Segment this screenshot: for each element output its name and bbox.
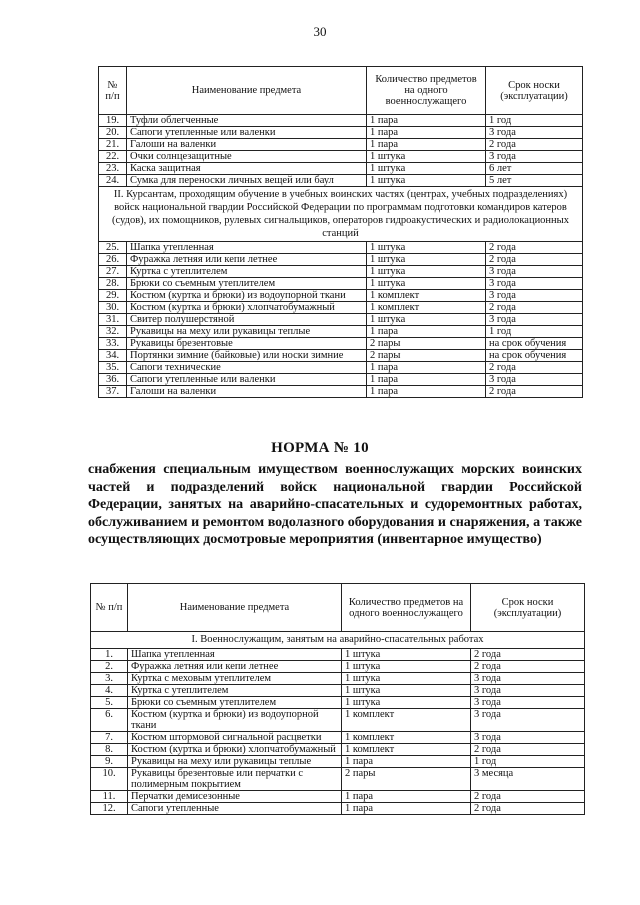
row-number: 11.: [91, 791, 128, 803]
header-number: № п/п: [99, 67, 127, 115]
row-quantity: 2 пары: [367, 338, 486, 350]
row-wear-period: 2 года: [471, 744, 585, 756]
row-wear-period: 3 года: [486, 374, 583, 386]
row-item-name: Галоши на валенки: [127, 139, 367, 151]
row-quantity: 1 комплект: [342, 732, 471, 744]
table-row: [91, 685, 585, 697]
row-quantity: 1 пара: [367, 326, 486, 338]
page-number: 30: [313, 24, 327, 39]
row-wear-period: 2 года: [486, 139, 583, 151]
row-quantity: 1 пара: [367, 386, 486, 398]
row-number: 8.: [91, 744, 128, 756]
table-row: [91, 709, 585, 732]
header-item-name: Наименование предмета: [128, 584, 342, 632]
row-number: 22.: [99, 151, 127, 163]
table-row: [91, 732, 585, 744]
header-wear-period: Срок носки (эксплуатации): [471, 584, 585, 632]
table-row: [99, 326, 583, 338]
row-item-name: Рукавицы брезентовые или перчатки с полимерным покрытием: [128, 768, 342, 791]
row-wear-period: 3 года: [486, 278, 583, 290]
row-item-name: Шапка утепленная: [127, 242, 367, 254]
row-quantity: 1 комплект: [342, 744, 471, 756]
row-quantity: 1 штука: [342, 673, 471, 685]
row-wear-period: на срок обучения: [486, 338, 583, 350]
row-number: 35.: [99, 362, 127, 374]
header-wear-period: Срок носки (эксплуатации): [486, 67, 583, 115]
row-item-name: Каска защитная: [127, 163, 367, 175]
row-quantity: 1 пара: [367, 127, 486, 139]
row-number: 19.: [99, 115, 127, 127]
row-quantity: 2 пары: [367, 350, 486, 362]
table-row: [91, 673, 585, 685]
row-number: 27.: [99, 266, 127, 278]
row-item-name: Свитер полушерстяной: [127, 314, 367, 326]
row-quantity: 1 пара: [342, 791, 471, 803]
row-item-name: Фуражка летняя или кепи летнее: [127, 254, 367, 266]
row-quantity: 1 штука: [342, 697, 471, 709]
row-item-name: Костюм (куртка и брюки) из водоупорной ткани: [127, 290, 367, 302]
row-item-name: Сапоги утепленные: [128, 803, 342, 815]
row-number: 21.: [99, 139, 127, 151]
norm-heading: НОРМА № 10: [271, 440, 369, 456]
table-row: [99, 290, 583, 302]
table-row: [99, 254, 583, 266]
row-item-name: Сапоги утепленные или валенки: [127, 127, 367, 139]
row-wear-period: 3 года: [486, 151, 583, 163]
header-number: № п/п: [91, 584, 128, 632]
table-row: [91, 803, 585, 815]
row-quantity: 1 комплект: [367, 302, 486, 314]
row-number: 32.: [99, 326, 127, 338]
row-item-name: Рукавицы на меху или рукавицы теплые: [127, 326, 367, 338]
row-item-name: Сапоги технические: [127, 362, 367, 374]
table-row: [99, 374, 583, 386]
row-number: 37.: [99, 386, 127, 398]
row-quantity: 1 пара: [342, 756, 471, 768]
row-quantity: 1 штука: [367, 151, 486, 163]
table-row: [91, 744, 585, 756]
norm-table-top: [98, 66, 583, 398]
row-wear-period: 3 года: [486, 266, 583, 278]
row-wear-period: 2 года: [486, 254, 583, 266]
row-quantity: 1 пара: [367, 362, 486, 374]
row-wear-period: 3 года: [471, 673, 585, 685]
row-wear-period: 2 года: [486, 242, 583, 254]
row-quantity: 1 штука: [342, 685, 471, 697]
header-item-name: Наименование предмета: [127, 67, 367, 115]
table-row: [99, 127, 583, 139]
row-wear-period: 6 лет: [486, 163, 583, 175]
row-number: 5.: [91, 697, 128, 709]
row-number: 28.: [99, 278, 127, 290]
norm-subtitle: снабжения специальным имуществом военнослужащих морских воинских частей и подразделений войск национальной гвардии Российской Федерации, занятых на аварийно-спасательных и судоремонтных работах, обслуживанием и ремонтом водолазного оборудования и снаряжения, а также осуществляющих досмотровые мероприятия (инвентарное имущество): [88, 462, 582, 547]
row-number: 33.: [99, 338, 127, 350]
table-row: [91, 649, 585, 661]
row-wear-period: 2 года: [471, 803, 585, 815]
row-number: 25.: [99, 242, 127, 254]
row-number: 34.: [99, 350, 127, 362]
header-quantity: Количество предметов на одного военнослужащего: [367, 67, 486, 115]
row-number: 29.: [99, 290, 127, 302]
table-row: [99, 266, 583, 278]
row-item-name: Сапоги утепленные или валенки: [127, 374, 367, 386]
row-wear-period: 3 года: [471, 697, 585, 709]
row-wear-period: 1 год: [471, 756, 585, 768]
row-item-name: Куртка с утеплителем: [127, 266, 367, 278]
row-number: 26.: [99, 254, 127, 266]
row-item-name: Костюм (куртка и брюки) из водоупорной ткани: [128, 709, 342, 732]
row-wear-period: 3 года: [471, 709, 585, 732]
row-quantity: 1 пара: [342, 803, 471, 815]
row-item-name: Костюм (куртка и брюки) хлопчатобумажный: [128, 744, 342, 756]
row-number: 20.: [99, 127, 127, 139]
row-quantity: 1 комплект: [342, 709, 471, 732]
table-row: [99, 242, 583, 254]
row-wear-period: 3 года: [486, 290, 583, 302]
row-number: 3.: [91, 673, 128, 685]
row-item-name: Перчатки демисезонные: [128, 791, 342, 803]
row-number: 4.: [91, 685, 128, 697]
row-quantity: 1 комплект: [367, 290, 486, 302]
table-row: [99, 314, 583, 326]
table-row: [99, 175, 583, 187]
row-wear-period: 1 год: [486, 115, 583, 127]
row-item-name: Куртка с утеплителем: [128, 685, 342, 697]
row-number: 12.: [91, 803, 128, 815]
row-wear-period: 2 года: [471, 791, 585, 803]
table-row: [91, 661, 585, 673]
table-row: [99, 386, 583, 398]
table-row: [99, 278, 583, 290]
table-row: [99, 338, 583, 350]
row-item-name: Очки солнцезащитные: [127, 151, 367, 163]
row-item-name: Костюм (куртка и брюки) хлопчатобумажный: [127, 302, 367, 314]
table-row: [91, 697, 585, 709]
table-row: [91, 756, 585, 768]
row-item-name: Куртка с меховым утеплителем: [128, 673, 342, 685]
row-quantity: 1 штука: [367, 163, 486, 175]
row-number: 7.: [91, 732, 128, 744]
table-row: [99, 115, 583, 127]
row-number: 36.: [99, 374, 127, 386]
table-row: [99, 302, 583, 314]
row-quantity: 1 пара: [367, 115, 486, 127]
row-wear-period: на срок обучения: [486, 350, 583, 362]
row-wear-period: 2 года: [486, 362, 583, 374]
row-wear-period: 2 года: [471, 661, 585, 673]
table-row: [99, 151, 583, 163]
row-quantity: 1 штука: [342, 649, 471, 661]
row-quantity: 2 пары: [342, 768, 471, 791]
row-number: 2.: [91, 661, 128, 673]
row-quantity: 1 пара: [367, 139, 486, 151]
row-wear-period: 5 лет: [486, 175, 583, 187]
row-wear-period: 2 года: [486, 386, 583, 398]
row-item-name: Шапка утепленная: [128, 649, 342, 661]
table-row: [91, 768, 585, 791]
row-quantity: 1 штука: [342, 661, 471, 673]
table-row: [99, 350, 583, 362]
row-item-name: Рукавицы брезентовые: [127, 338, 367, 350]
row-item-name: Фуражка летняя или кепи летнее: [128, 661, 342, 673]
table-row: [91, 791, 585, 803]
row-wear-period: 3 года: [486, 314, 583, 326]
row-quantity: 1 штука: [367, 175, 486, 187]
row-quantity: 1 штука: [367, 254, 486, 266]
row-wear-period: 3 года: [471, 685, 585, 697]
row-quantity: 1 штука: [367, 278, 486, 290]
row-wear-period: 3 года: [471, 732, 585, 744]
row-wear-period: 2 года: [471, 649, 585, 661]
row-item-name: Туфли облегченные: [127, 115, 367, 127]
row-wear-period: 3 месяца: [471, 768, 585, 791]
row-wear-period: 2 года: [486, 302, 583, 314]
row-quantity: 1 штука: [367, 242, 486, 254]
row-quantity: 1 пара: [367, 374, 486, 386]
row-number: 9.: [91, 756, 128, 768]
row-item-name: Рукавицы на меху или рукавицы теплые: [128, 756, 342, 768]
row-item-name: Галоши на валенки: [127, 386, 367, 398]
table-row: [99, 163, 583, 175]
table-row: [99, 139, 583, 151]
norm-table-bottom: [90, 583, 585, 815]
row-wear-period: 1 год: [486, 326, 583, 338]
row-number: 30.: [99, 302, 127, 314]
row-number: 1.: [91, 649, 128, 661]
row-quantity: 1 штука: [367, 266, 486, 278]
table-row: [99, 362, 583, 374]
row-wear-period: 3 года: [486, 127, 583, 139]
row-number: 24.: [99, 175, 127, 187]
header-quantity: Количество предметов на одного военнослужащего: [342, 584, 471, 632]
section-rescue-workers: I. Военнослужащим, занятым на аварийно-спасательных работах: [91, 632, 585, 649]
row-number: 10.: [91, 768, 128, 791]
row-number: 31.: [99, 314, 127, 326]
row-number: 6.: [91, 709, 128, 732]
section-cadets: II. Курсантам, проходящим обучение в учебных воинских частях (центрах, учебных подразделениях) войск национальной гвардии Российской Федерации по программам подготовки командиров катеров (судов), их помощников, рулевых сигнальщиков, операторов гидроакустических и радиолокационных станций: [99, 187, 583, 242]
row-item-name: Костюм штормовой сигнальной расцветки: [128, 732, 342, 744]
row-quantity: 1 штука: [367, 314, 486, 326]
row-item-name: Портянки зимние (байковые) или носки зимние: [127, 350, 367, 362]
row-item-name: Сумка для переноски личных вещей или баул: [127, 175, 367, 187]
row-item-name: Брюки со съемным утеплителем: [127, 278, 367, 290]
row-item-name: Брюки со съемным утеплителем: [128, 697, 342, 709]
row-number: 23.: [99, 163, 127, 175]
